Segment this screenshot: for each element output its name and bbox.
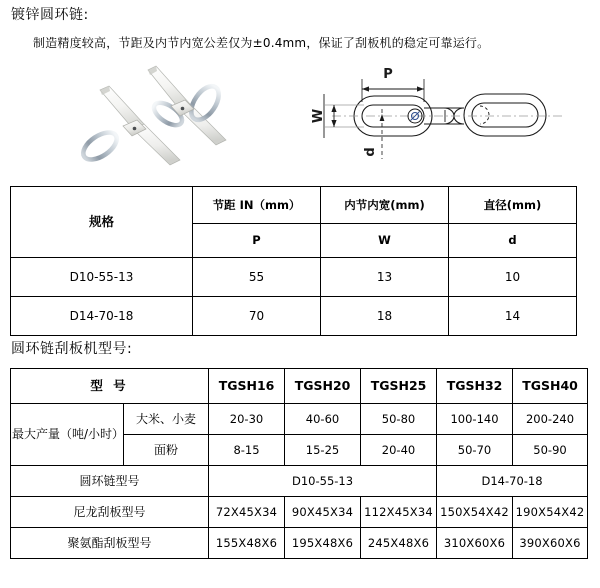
label-pu-scraper: 聚氨酯刮板型号 xyxy=(11,528,209,559)
cell-nylon-tgsh16: 72X45X34 xyxy=(209,497,285,528)
header-inner-width: 内节内宽(mm) xyxy=(321,187,449,224)
cell-pu-tgsh40: 390X60X6 xyxy=(513,528,588,559)
page-title-chain: 镀锌圆环链: xyxy=(11,7,89,23)
cell-pu-tgsh20: 195X48X6 xyxy=(285,528,361,559)
table-row xyxy=(11,297,577,336)
symbol-inner-width: W xyxy=(321,224,449,258)
chain-spec-table xyxy=(10,186,577,336)
table-row-header-1 xyxy=(11,187,577,224)
cell-capacity-flour-tgsh25: 20-40 xyxy=(361,435,437,466)
cell-pu-tgsh25: 245X48X6 xyxy=(361,528,437,559)
cell-nylon-tgsh20: 90X45X34 xyxy=(285,497,361,528)
cell-inner-width: 18 xyxy=(321,297,449,336)
rear-chain-link xyxy=(186,81,225,124)
figures-row xyxy=(0,62,600,180)
table-row xyxy=(11,258,577,297)
cell-capacity-rice-tgsh16: 20-30 xyxy=(209,404,285,435)
front-chain-link xyxy=(79,127,122,165)
label-rice-wheat: 大米、小麦 xyxy=(124,404,209,435)
cell-nylon-tgsh32: 150X54X42 xyxy=(437,497,513,528)
label-max-capacity: 最大产量（吨/小时） xyxy=(11,404,124,466)
cell-capacity-flour-tgsh40: 50-90 xyxy=(513,435,588,466)
symbol-pitch: P xyxy=(193,224,321,258)
table-row-pu xyxy=(11,528,588,559)
table-row-chain-model xyxy=(11,466,588,497)
cell-diameter: 14 xyxy=(449,297,577,336)
label-pitch: P xyxy=(383,67,393,82)
cell-capacity-flour-tgsh32: 50-70 xyxy=(437,435,513,466)
cell-nylon-tgsh25: 112X45X34 xyxy=(361,497,437,528)
cell-pu-tgsh32: 310X60X6 xyxy=(437,528,513,559)
label-diameter: d xyxy=(363,147,378,157)
header-model-tgsh40: TGSH40 xyxy=(513,369,588,404)
label-flour: 面粉 xyxy=(124,435,209,466)
cell-spec: D14-70-18 xyxy=(11,297,193,336)
cell-chain-model-d10: D10-55-13 xyxy=(209,466,437,497)
header-model-tgsh25: TGSH25 xyxy=(361,369,437,404)
cell-pitch: 70 xyxy=(193,297,321,336)
label-chain-model: 圆环链型号 xyxy=(11,466,209,497)
cell-capacity-rice-tgsh25: 50-80 xyxy=(361,404,437,435)
scraper-model-table xyxy=(10,368,588,559)
cell-capacity-rice-tgsh20: 40-60 xyxy=(285,404,361,435)
chain-scraper-photo xyxy=(30,62,280,180)
dimension-pitch xyxy=(362,67,424,102)
chain-dimension-drawing-svg xyxy=(312,64,582,178)
header-model-tgsh16: TGSH16 xyxy=(209,369,285,404)
header-model: 型 号 xyxy=(11,369,209,404)
cell-capacity-rice-tgsh32: 100-140 xyxy=(437,404,513,435)
header-diameter: 直径(mm) xyxy=(449,187,577,224)
header-spec: 规格 xyxy=(11,187,193,258)
table-row-nylon xyxy=(11,497,588,528)
cell-pu-tgsh16: 155X48X6 xyxy=(209,528,285,559)
chain-description-paragraph: 制造精度较高，节距及内节内宽公差仅为±0.4mm，保证了刮板机的稳定可靠运行。 xyxy=(33,36,490,50)
cell-chain-model-d14: D14-70-18 xyxy=(437,466,588,497)
cell-nylon-tgsh40: 190X54X42 xyxy=(513,497,588,528)
page-title-models: 圆环链刮板机型号: xyxy=(11,341,133,357)
header-model-tgsh32: TGSH32 xyxy=(437,369,513,404)
table-row-capacity-rice xyxy=(11,404,588,435)
cell-diameter: 10 xyxy=(449,258,577,297)
cell-capacity-rice-tgsh40: 200-240 xyxy=(513,404,588,435)
cell-pitch: 55 xyxy=(193,258,321,297)
symbol-diameter: d xyxy=(449,224,577,258)
label-nylon-scraper: 尼龙刮板型号 xyxy=(11,497,209,528)
cell-capacity-flour-tgsh20: 15-25 xyxy=(285,435,361,466)
cell-spec: D10-55-13 xyxy=(11,258,193,297)
cell-capacity-flour-tgsh16: 8-15 xyxy=(209,435,285,466)
cell-inner-width: 13 xyxy=(321,258,449,297)
table-row-model-header xyxy=(11,369,588,404)
header-model-tgsh20: TGSH20 xyxy=(285,369,361,404)
chain-scraper-photo-svg xyxy=(30,62,280,180)
chain-dimension-drawing xyxy=(312,64,582,178)
label-inner-width: W xyxy=(312,108,326,124)
header-pitch: 节距 IN（mm） xyxy=(193,187,321,224)
